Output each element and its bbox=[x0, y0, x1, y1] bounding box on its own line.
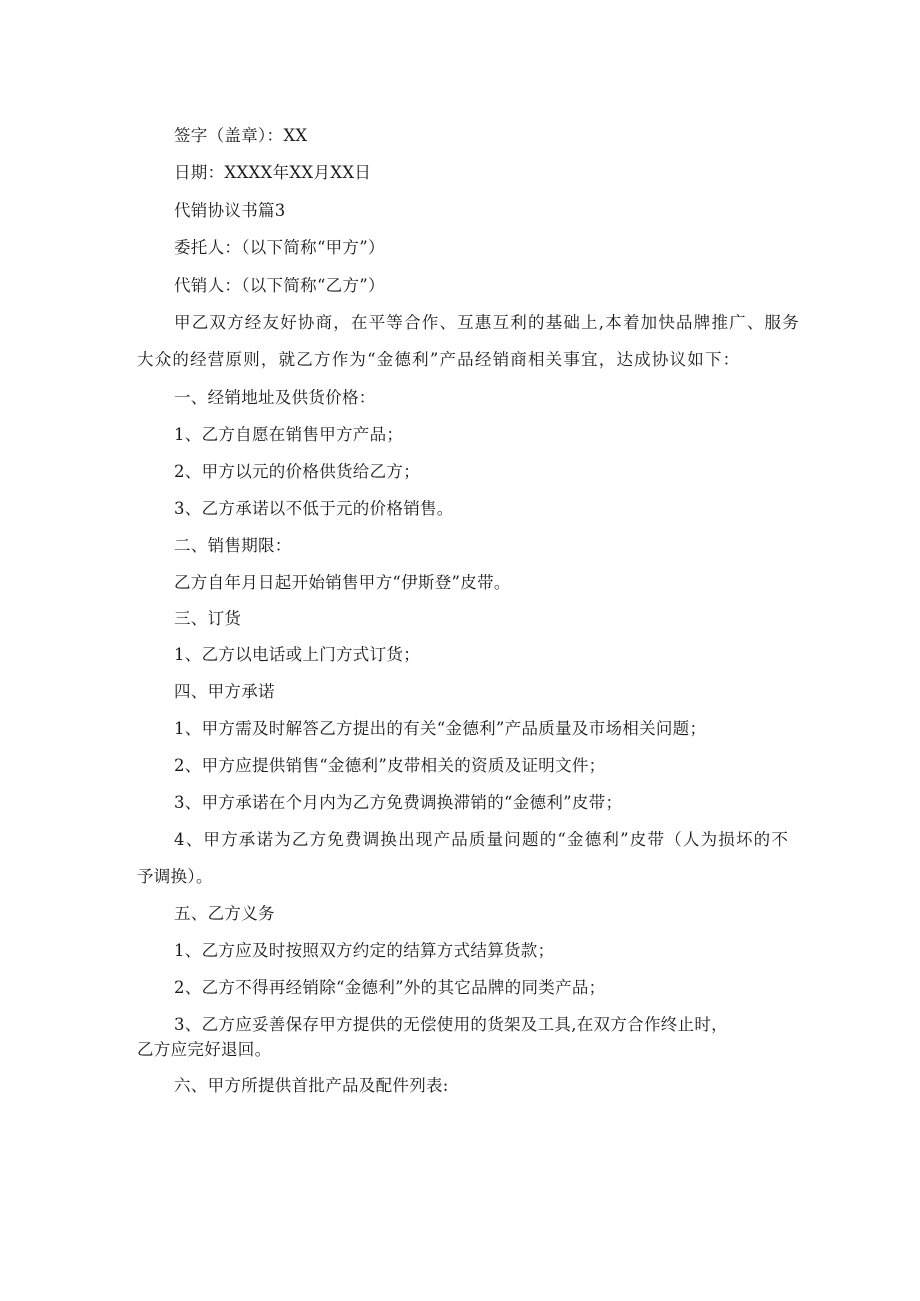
agent-line: 代销人：（以下简称“乙方”） bbox=[174, 276, 385, 295]
section-item: 乙方自年月日起开始销售甲方“伊斯登”皮带。 bbox=[174, 573, 511, 592]
section-item: 2、甲方以元的价格供货给乙方； bbox=[174, 462, 420, 481]
section-item: 1、甲方需及时解答乙方提出的有关“金德利”产品质量及市场相关问题； bbox=[174, 719, 707, 738]
section-item-continuation: 予调换）。 bbox=[137, 867, 213, 886]
section-title: 三、订货 bbox=[174, 609, 242, 628]
principal-line: 委托人：（以下简称“甲方”） bbox=[174, 238, 385, 257]
date-line: 日期：XXXX年XX月XX日 bbox=[174, 163, 372, 182]
section-item: 4、甲方承诺为乙方免费调换出现产品质量问题的“金德利”皮带（人为损坏的不 bbox=[174, 830, 790, 849]
intro-paragraph-line-1: 甲乙双方经友好协商，在平等合作、互惠互利的基础上,本着加快品牌推广、服务 bbox=[174, 313, 800, 332]
signature-line: 签字（盖章）：XX bbox=[174, 126, 308, 145]
section-title: 四、甲方承诺 bbox=[174, 682, 275, 701]
section-title: 六、甲方所提供首批产品及配件列表: bbox=[174, 1076, 449, 1095]
intro-paragraph-line-2: 大众的经营原则，就乙方作为“金德利”产品经销商相关事宜，达成协议如下： bbox=[137, 350, 741, 369]
section-item: 2、乙方不得再经销除“金德利”外的其它品牌的同类产品； bbox=[174, 978, 606, 997]
section-item: 3、乙方承诺以不低于元的价格销售。 bbox=[174, 499, 454, 518]
section-item: 1、乙方自愿在销售甲方产品； bbox=[174, 425, 404, 444]
section-title: 五、乙方义务 bbox=[174, 904, 275, 923]
section-item: 2、甲方应提供销售“金德利”皮带相关的资质及证明文件； bbox=[174, 756, 606, 775]
section-item: 1、乙方应及时按照双方约定的结算方式结算货款； bbox=[174, 941, 555, 960]
document-heading: 代销协议书篇3 bbox=[174, 201, 286, 220]
section-item: 3、甲方承诺在个月内为乙方免费调换滞销的“金德利”皮带； bbox=[174, 793, 623, 812]
section-title: 一、经销地址及供货价格： bbox=[174, 388, 376, 407]
section-title: 二、销售期限： bbox=[174, 536, 292, 555]
section-item: 3、乙方应妥善保存甲方提供的无偿使用的货架及工具,在双方合作终止时， bbox=[174, 1015, 728, 1034]
section-item: 1、乙方以电话或上门方式订货； bbox=[174, 645, 420, 664]
section-item-continuation: 乙方应完好退回。 bbox=[137, 1040, 272, 1059]
